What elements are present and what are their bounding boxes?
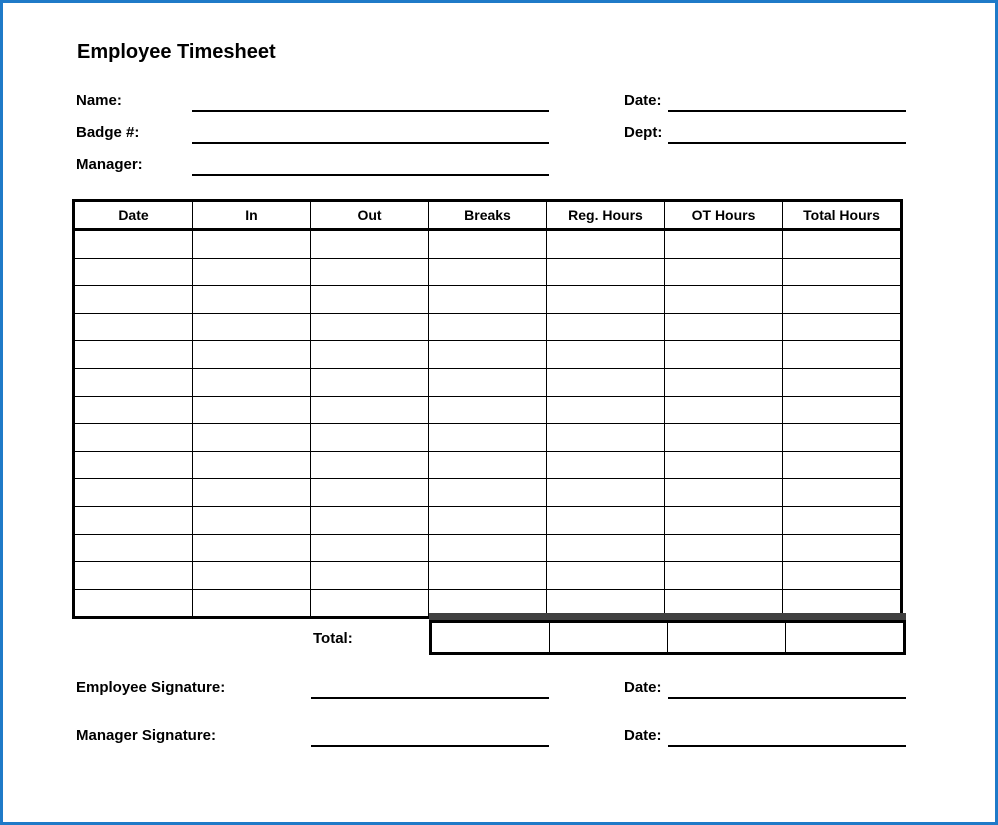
timesheet-table bbox=[72, 199, 903, 619]
manager-field[interactable] bbox=[192, 174, 549, 176]
table-cell[interactable] bbox=[665, 341, 783, 369]
table-cell[interactable] bbox=[311, 534, 429, 562]
manager-signature-date-field[interactable] bbox=[668, 745, 906, 747]
table-cell[interactable] bbox=[311, 368, 429, 396]
table-cell[interactable] bbox=[547, 396, 665, 424]
table-cell[interactable] bbox=[74, 424, 193, 452]
table-cell[interactable] bbox=[311, 286, 429, 314]
date-field[interactable] bbox=[668, 110, 906, 112]
table-cell[interactable] bbox=[429, 368, 547, 396]
table-cell[interactable] bbox=[311, 479, 429, 507]
employee-signature-label: Employee Signature: bbox=[76, 679, 226, 696]
table-cell[interactable] bbox=[429, 534, 547, 562]
table-row bbox=[74, 341, 902, 369]
table-row bbox=[74, 451, 902, 479]
table-cell[interactable] bbox=[74, 534, 193, 562]
table-cell[interactable] bbox=[547, 479, 665, 507]
column-header-in: In bbox=[193, 201, 311, 230]
table-cell[interactable] bbox=[74, 313, 193, 341]
table-cell[interactable] bbox=[74, 562, 193, 590]
table-row bbox=[74, 534, 902, 562]
table-cell[interactable] bbox=[547, 506, 665, 534]
table-cell[interactable] bbox=[665, 479, 783, 507]
table-row bbox=[74, 368, 902, 396]
table-cell[interactable] bbox=[665, 258, 783, 286]
total-reg-hours-cell[interactable] bbox=[550, 622, 668, 654]
table-row bbox=[74, 313, 902, 341]
table-cell[interactable] bbox=[783, 562, 902, 590]
table-cell[interactable] bbox=[193, 534, 311, 562]
table-cell[interactable] bbox=[783, 506, 902, 534]
table-cell[interactable] bbox=[547, 230, 665, 259]
table-cell[interactable] bbox=[429, 424, 547, 452]
table-cell[interactable] bbox=[547, 451, 665, 479]
table-cell[interactable] bbox=[74, 451, 193, 479]
table-cell[interactable] bbox=[783, 286, 902, 314]
table-cell[interactable] bbox=[547, 562, 665, 590]
employee-signature-date-label: Date: bbox=[624, 679, 662, 696]
table-cell[interactable] bbox=[665, 230, 783, 259]
name-label: Name: bbox=[76, 92, 122, 109]
table-cell[interactable] bbox=[429, 562, 547, 590]
table-cell[interactable] bbox=[547, 286, 665, 314]
table-row bbox=[74, 396, 902, 424]
table-cell[interactable] bbox=[783, 368, 902, 396]
table-cell[interactable] bbox=[193, 286, 311, 314]
table-cell[interactable] bbox=[783, 534, 902, 562]
table-cell[interactable] bbox=[193, 589, 311, 618]
manager-label: Manager: bbox=[76, 156, 143, 173]
table-cell[interactable] bbox=[311, 341, 429, 369]
table-cell[interactable] bbox=[429, 479, 547, 507]
table-body bbox=[74, 230, 902, 618]
employee-signature-field[interactable] bbox=[311, 697, 549, 699]
totals-row bbox=[431, 622, 905, 654]
table-cell[interactable] bbox=[311, 230, 429, 259]
table-cell[interactable] bbox=[547, 341, 665, 369]
manager-signature-label: Manager Signature: bbox=[76, 727, 217, 744]
total-ot-hours-cell[interactable] bbox=[668, 622, 786, 654]
table-cell[interactable] bbox=[193, 368, 311, 396]
table-cell[interactable] bbox=[547, 313, 665, 341]
badge-field[interactable] bbox=[192, 142, 549, 144]
table-cell[interactable] bbox=[311, 562, 429, 590]
table-cell[interactable] bbox=[74, 479, 193, 507]
table-cell[interactable] bbox=[193, 451, 311, 479]
table-cell[interactable] bbox=[193, 313, 311, 341]
table-cell[interactable] bbox=[74, 589, 193, 618]
column-header-date: Date bbox=[74, 201, 193, 230]
table-cell[interactable] bbox=[665, 451, 783, 479]
table-cell[interactable] bbox=[74, 506, 193, 534]
totals-table bbox=[429, 620, 906, 655]
table-cell[interactable] bbox=[665, 368, 783, 396]
table-cell[interactable] bbox=[311, 589, 429, 618]
table-row bbox=[74, 230, 902, 259]
table-cell[interactable] bbox=[74, 258, 193, 286]
table-row bbox=[74, 258, 902, 286]
table-cell[interactable] bbox=[429, 506, 547, 534]
table-cell[interactable] bbox=[193, 479, 311, 507]
table-cell[interactable] bbox=[193, 506, 311, 534]
table-cell[interactable] bbox=[311, 424, 429, 452]
table-cell[interactable] bbox=[665, 396, 783, 424]
table-row bbox=[74, 506, 902, 534]
manager-signature-date-label: Date: bbox=[624, 727, 662, 744]
total-breaks-cell[interactable] bbox=[431, 622, 550, 654]
table-row bbox=[74, 479, 902, 507]
table-cell[interactable] bbox=[193, 424, 311, 452]
table-cell[interactable] bbox=[783, 258, 902, 286]
table-cell[interactable] bbox=[311, 451, 429, 479]
table-cell[interactable] bbox=[783, 396, 902, 424]
table-cell[interactable] bbox=[547, 258, 665, 286]
column-header-ot-hours: OT Hours bbox=[665, 201, 783, 230]
table-cell[interactable] bbox=[665, 424, 783, 452]
column-header-reg-hours: Reg. Hours bbox=[547, 201, 665, 230]
manager-signature-field[interactable] bbox=[311, 745, 549, 747]
page-title: Employee Timesheet bbox=[77, 41, 276, 63]
table-cell[interactable] bbox=[783, 341, 902, 369]
table-cell[interactable] bbox=[193, 562, 311, 590]
column-header-out: Out bbox=[311, 201, 429, 230]
badge-label: Badge #: bbox=[76, 124, 140, 141]
table-cell[interactable] bbox=[74, 286, 193, 314]
table-cell[interactable] bbox=[547, 368, 665, 396]
column-header-breaks: Breaks bbox=[429, 201, 547, 230]
dept-field[interactable] bbox=[668, 142, 906, 144]
table-cell[interactable] bbox=[665, 562, 783, 590]
column-header-total-hours: Total Hours bbox=[783, 201, 902, 230]
table-cell[interactable] bbox=[429, 230, 547, 259]
table-cell[interactable] bbox=[429, 396, 547, 424]
date-label: Date: bbox=[624, 92, 662, 109]
table-cell[interactable] bbox=[74, 230, 193, 259]
table-cell[interactable] bbox=[74, 396, 193, 424]
table-cell[interactable] bbox=[429, 313, 547, 341]
table-cell[interactable] bbox=[665, 286, 783, 314]
table-cell[interactable] bbox=[547, 534, 665, 562]
table-cell[interactable] bbox=[311, 313, 429, 341]
table-cell[interactable] bbox=[429, 258, 547, 286]
table-row bbox=[74, 424, 902, 452]
table-cell[interactable] bbox=[74, 341, 193, 369]
table-cell[interactable] bbox=[193, 230, 311, 259]
table-cell[interactable] bbox=[783, 230, 902, 259]
name-field[interactable] bbox=[192, 110, 549, 112]
table-cell[interactable] bbox=[311, 396, 429, 424]
table-cell[interactable] bbox=[193, 396, 311, 424]
total-total-hours-cell[interactable] bbox=[786, 622, 905, 654]
table-cell[interactable] bbox=[547, 424, 665, 452]
table-cell[interactable] bbox=[193, 341, 311, 369]
table-cell[interactable] bbox=[783, 451, 902, 479]
table-cell[interactable] bbox=[783, 313, 902, 341]
table-row bbox=[74, 286, 902, 314]
table-cell[interactable] bbox=[429, 341, 547, 369]
table-cell[interactable] bbox=[429, 286, 547, 314]
dept-label: Dept: bbox=[624, 124, 663, 141]
table-cell[interactable] bbox=[74, 368, 193, 396]
table-cell[interactable] bbox=[665, 313, 783, 341]
table-cell[interactable] bbox=[783, 424, 902, 452]
table-cell[interactable] bbox=[311, 506, 429, 534]
employee-signature-date-field[interactable] bbox=[668, 697, 906, 699]
table-cell[interactable] bbox=[429, 451, 547, 479]
table-header-row bbox=[74, 201, 902, 230]
total-label: Total: bbox=[313, 630, 353, 647]
table-cell[interactable] bbox=[783, 479, 902, 507]
table-cell[interactable] bbox=[665, 506, 783, 534]
table-cell[interactable] bbox=[193, 258, 311, 286]
table-cell[interactable] bbox=[665, 534, 783, 562]
table-cell[interactable] bbox=[311, 258, 429, 286]
table-row bbox=[74, 562, 902, 590]
